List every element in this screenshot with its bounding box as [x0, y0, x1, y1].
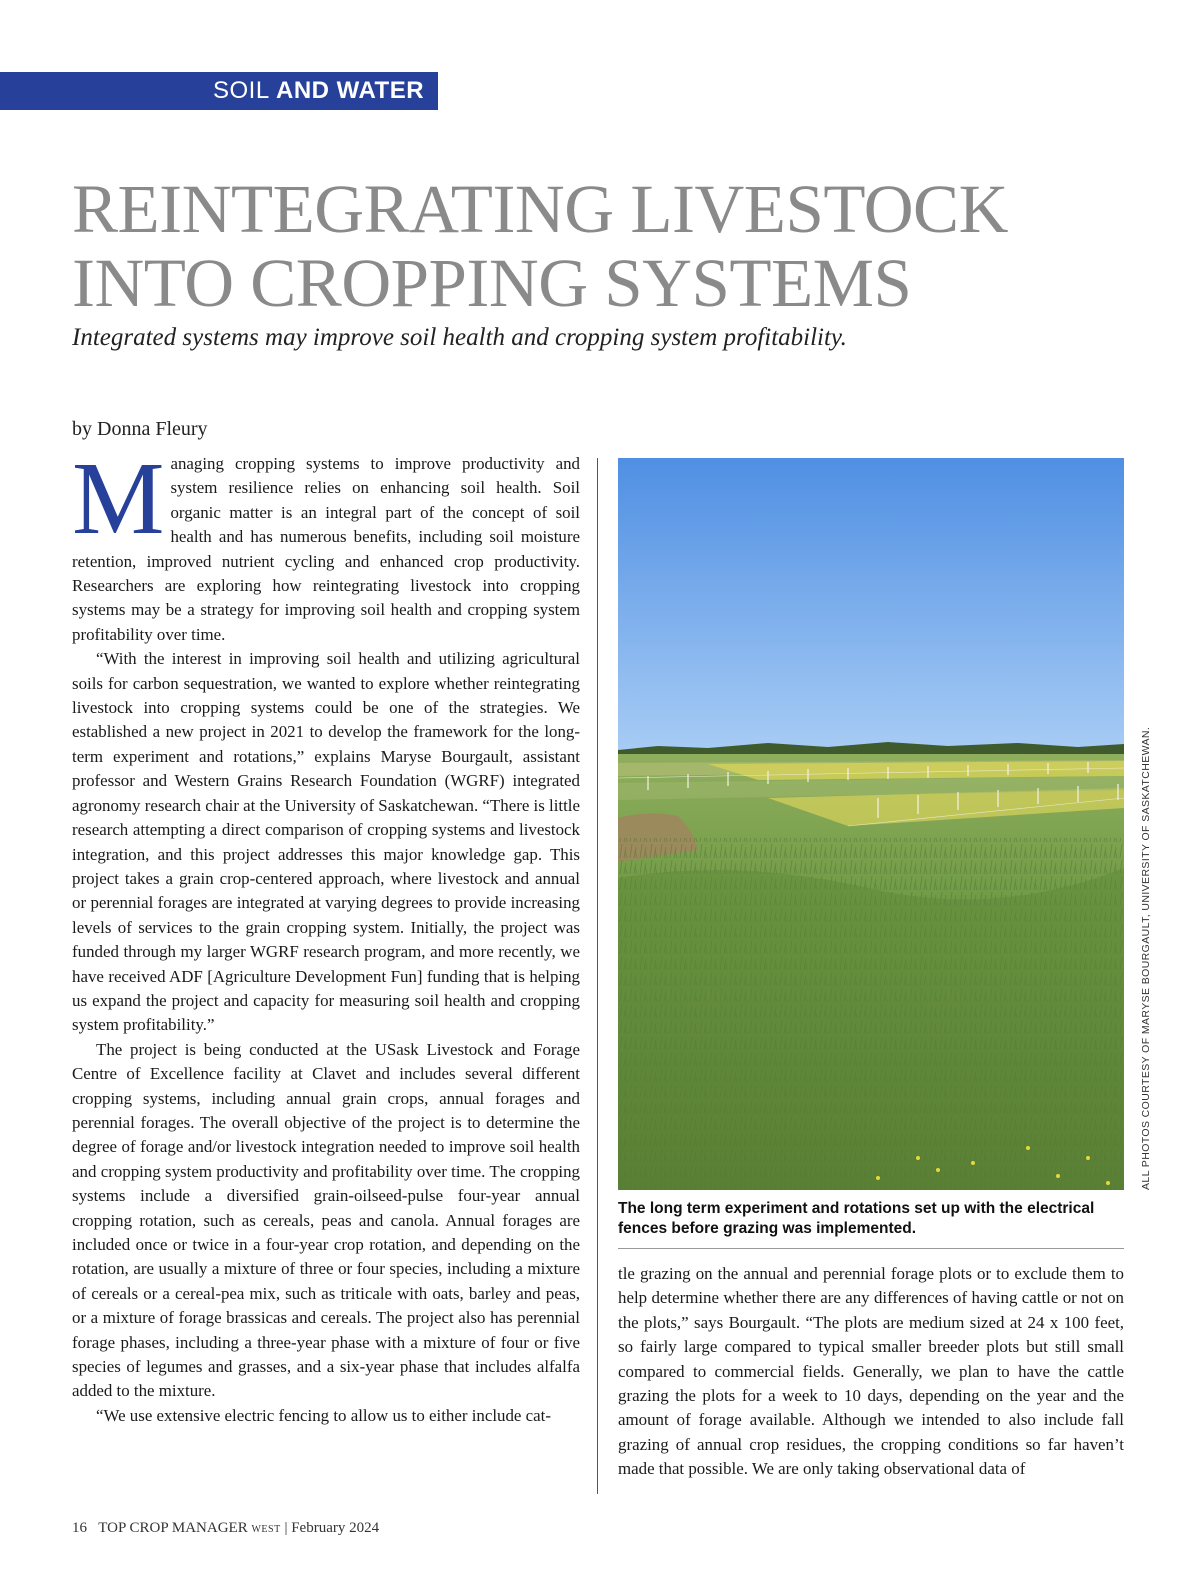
paragraph-1	[72, 441, 580, 647]
byline: by Donna Fleury	[72, 418, 208, 440]
headline-line-1: REINTEGRATING LIVESTOCK	[72, 171, 1008, 247]
footer-separator: |	[284, 1520, 288, 1536]
paragraph-4: “We use extensive electric fencing to allow us to either include cat-	[96, 1405, 551, 1425]
section-label-light: SOIL	[213, 77, 269, 104]
article-headline	[72, 172, 1132, 320]
paragraph-1-text: anaging cropping systems to improve productivity and system resilience relies on enhancing soil health. Soil organic matter is an integral part of the concept of soil health and has numerous benefits, including soil moisture retention, improved nutrient cycling and enhanced crop productivity. Researchers are exploring how reintegrating livestock into cropping systems may be a strategy for improving soil health and cropping system profitability over time.	[72, 454, 580, 644]
article-deck: Integrated systems may improve soil health and cropping system profitability.	[72, 324, 847, 351]
caption-divider	[618, 1248, 1124, 1249]
publication-edition: WEST	[251, 1524, 281, 1535]
drop-cap: M	[72, 441, 165, 556]
paragraph-2: “With the interest in improving soil health and utilizing agricultural soils for carbon sequestration, we wanted to explore whether reintegrating livestock into cropping systems could be one of the strategies. We established a new project in 2021 to develop the framework for the long-term experiment and rotations,” explains Maryse Bourgault, assistant professor and Western Grains Research Foundation (WGRF) integrated agronomy research chair at the University of Saskatchewan. “There is little research attempting a direct comparison of cropping systems and livestock integration, and this project addresses this major knowledge gap. This project takes a grain crop-centered approach, where livestock and annual or perennial forages are integrated at varying degrees to provide increasing levels of services to the grain cropping system. Initially, the project was funded through my larger WGRF research program, and more recently, we have received ADF [Agriculture Development Fun] funding that is helping us expand the project and capacity for measuring soil health and cropping system profitability.”	[72, 649, 580, 1035]
issue-date: February 2024	[291, 1520, 380, 1536]
section-label-bold: AND WATER	[275, 77, 425, 104]
photo-caption: The long term experiment and rotations set up with the electrical fences before grazing was implemented.	[618, 1200, 1095, 1237]
section-label	[0, 72, 438, 110]
publication-name: TOP CROP MANAGER	[98, 1520, 248, 1536]
body-column-right	[618, 1262, 1124, 1482]
page-number: 16	[72, 1520, 87, 1536]
photo-credit: ALL PHOTOS COURTESY OF MARYSE BOURGAULT, UNIVERSITY OF SASKATCHEWAN.	[1140, 726, 1152, 1190]
field-photo	[618, 458, 1124, 1190]
headline-line-2: INTO CROPPING SYSTEMS	[72, 245, 912, 321]
page-footer	[72, 1520, 379, 1537]
body-column-left	[72, 441, 580, 1428]
paragraph-3: The project is being conducted at the USask Livestock and Forage Centre of Excellence facility at Clavet and includes several different cropping systems, including annual grain crops, annual forages and perennial forages. The overall objective of the project is to determine the degree of forage and/or livestock integration needed to improve soil health and cropping system productivity and profitability over time. The cropping systems include a diversified grain-oilseed-pulse four-year annual cropping rotation, such as cereals, peas and canola. Annual forages are included once or twice in a four-year crop rotation, and depending on the rotation, are usually a mixture of three or four species, including a mixture of cereals or a cereal-pea mix, such as triticale with oats, barley and peas, or a mixture of forage brassicas and cereals. The project also has perennial forage phases, including a three-year phase with a mixture of four or five species of legumes and grasses, and a six-year phase that includes alfalfa added to the mixture.	[72, 1039, 580, 1401]
column-divider	[597, 458, 598, 1494]
paragraph-5: tle grazing on the annual and perennial forage plots or to exclude them to help determine whether there are any differences of having cattle or not on the plots,” says Bourgault. “The plots are medium sized at 24 x 100 feet, so fairly large compared to typical smaller breeder plots but still small compared to commercial fields. Generally, we plan to have the cattle grazing the plots for a week to 10 days, depending on the year and the amount of forage available. Although we intended to also include fall grazing of annual crop residues, the cropping conditions so far haven’t made that possible. We are only taking observational data of	[618, 1264, 1124, 1479]
field-photo-illustration	[618, 458, 1124, 1190]
